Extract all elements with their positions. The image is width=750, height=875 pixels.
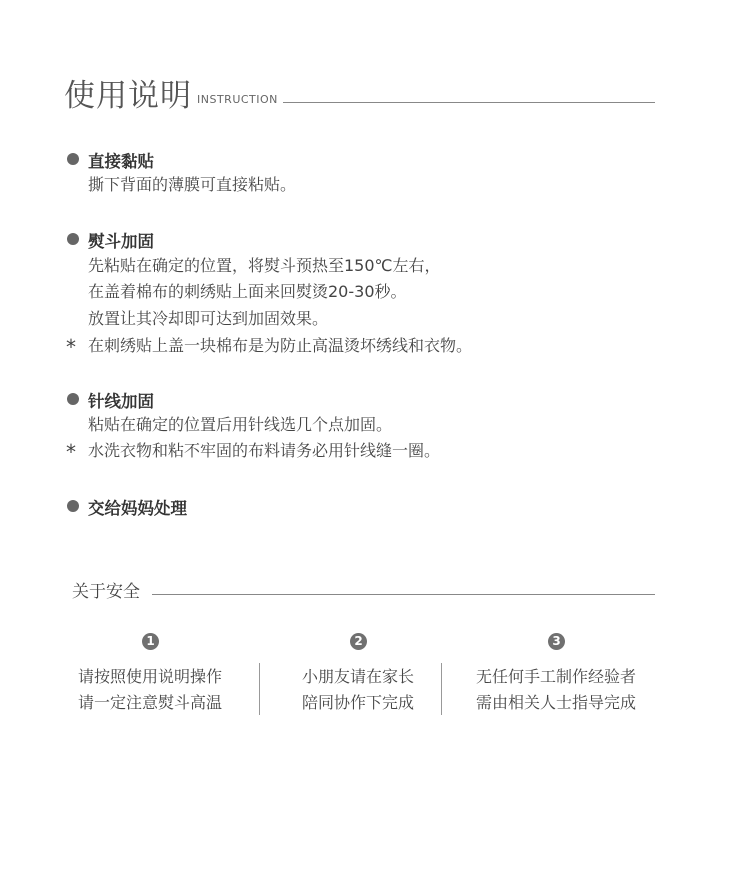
section-note: 在刺绣贴上盖一块棉布是为防止高温烫坏绣线和衣物。: [88, 336, 473, 355]
page-title: 使用说明: [64, 78, 192, 114]
title-divider: [283, 102, 655, 103]
safety-text: 小朋友请在家长: [301, 667, 414, 686]
safety-text: 陪同协作下完成: [301, 693, 414, 712]
section-text: 在盖着棉布的刺绣贴上面来回熨烫20-30秒。: [88, 282, 407, 301]
section-heading: 针线加固: [88, 392, 154, 411]
safety-text: 请按照使用说明操作: [77, 667, 222, 686]
section-text: 撕下背面的薄膜可直接粘贴。: [88, 175, 297, 194]
bullet-icon: [67, 500, 79, 512]
column-divider: [259, 663, 260, 715]
safety-text: 请一定注意熨斗高温: [77, 693, 222, 712]
bullet-icon: [67, 233, 79, 245]
safety-item-3: [456, 664, 656, 716]
bullet-icon: [67, 153, 79, 165]
safety-item-1: [60, 664, 240, 716]
safety-title: 关于安全: [72, 582, 140, 602]
section-text: 粘贴在确定的位置后用针线选几个点加固。: [88, 415, 393, 434]
column-divider: [441, 663, 442, 715]
safety-divider: [152, 594, 655, 595]
section-heading: 熨斗加固: [88, 232, 154, 251]
bullet-icon: [67, 393, 79, 405]
page-subtitle: INSTRUCTION: [197, 93, 278, 106]
safety-item-2: [268, 664, 448, 716]
number-3-icon: 3: [548, 633, 565, 650]
section-text: 放置让其冷却即可达到加固效果。: [88, 309, 329, 328]
section-note: 水洗衣物和粘不牢固的布料请务必用针线缝一圈。: [88, 441, 441, 460]
asterisk-icon: *: [66, 440, 76, 464]
section-heading: 直接黏贴: [88, 152, 154, 171]
safety-text: 无任何手工制作经验者: [475, 667, 636, 686]
safety-text: 需由相关人士指导完成: [475, 693, 636, 712]
section-heading: 交给妈妈处理: [88, 499, 187, 518]
asterisk-icon: *: [66, 335, 76, 359]
number-2-icon: 2: [350, 633, 367, 650]
section-text: 先粘贴在确定的位置，将熨斗预热至150℃左右，: [88, 256, 441, 275]
number-1-icon: 1: [142, 633, 159, 650]
